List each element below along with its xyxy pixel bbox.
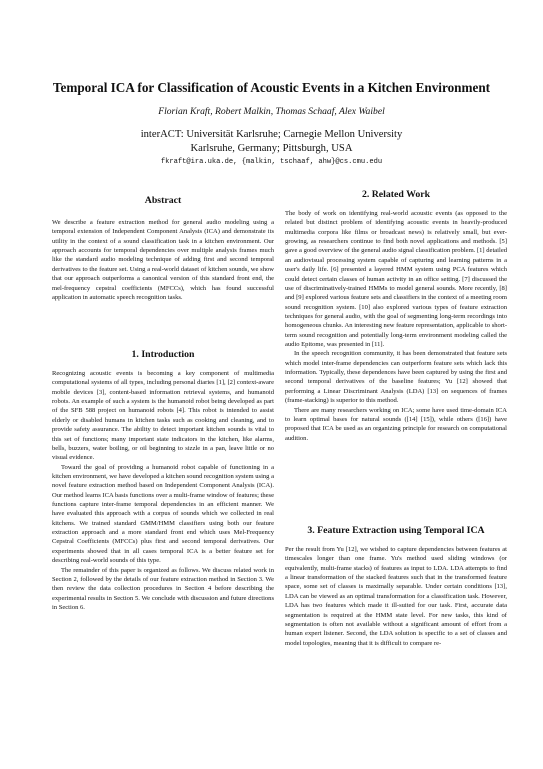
abstract-text: We describe a feature extraction method for general audio modeling using a temporal extension of Independent Component Analysis (ICA) and demonstrate its utility in the context of a sound classification task in a kitchen environment. Our approach accounts for temporal dependencies over multiple analysis frames much like the standard audio modeling technique of adding first and second temporal derivatives to the feature set. Using a real-world dataset of kitchen sounds, we show that our approach outperforms a canonical version of this standard front end, the mel-frequency cepstral coefficients (MFCCs), which has found successful application in automatic speech recognition tasks.: [52, 219, 274, 301]
related-work-heading: 2. Related Work: [361, 189, 431, 200]
introduction-body: [52, 369, 274, 612]
intro-paragraph: The remainder of this paper is organized as follows. We discuss related work in Section 2, followed by the details of our feature extraction method in Section 3. We then review the data collection procedures in Section 4 before describing the experimental results in Section 5. We conclude with discussion and future directions in Section 6.: [52, 566, 274, 611]
intro-paragraph: Recognizing acoustic events is becoming a key component of multimedia computational systems of all types, including personal diaries [1], [2] context-aware mobile devices [3], content-based information retrieval systems, and humanoid robots. An example of such a system is the humanoid robot being developed as part of the SFB 588 project on humanoid robots [4]. This robot is intended to assist elderly or disabled humans in kitchen tasks such as cooking and cleaning, and to provide safety assurance. The ability to detect important kitchen sounds is vital to this set of functions; many important state indicators in the kitchen, like alarms, bells, buzzers, water boiling, or oil beginning to sizzle in a pan, leave little or no visual evidence.: [52, 370, 274, 462]
affiliation: [20, 128, 523, 156]
abstract-heading: Abstract: [144, 195, 182, 206]
author-list: Florian Kraft, Robert Malkin, Thomas Schaaf, Alex Waibel: [158, 106, 385, 117]
related-work-paragraph: The body of work on identifying real-world acoustic events (as opposed to the related but distinct problem of identifying acoustic events in heavily-produced multimedia corpora like films or broadcast news) is relatively small, but ever-growing, as researchers continue to find both novel applications and methods. [5] gave a good overview of the general audio signal classification problem. [1] detailed an audiovisual processing system capable of capturing and learning patterns in a user's daily life. [6] presented a layered HMM system using PCA features which could detect certain classes of human activity in an office setting. [7] discussed the use of discriminatively-trained HMMs to model general sounds. More recently, [8] and [9] explored various feature sets and classifiers in the context of a meeting room sound recognition system. [10] also explored various types of feature extraction techniques for general audio, with the goal of segmenting long-term recordings into homogeneous chunks. An interesting new feature representation, applicable to short-term sound recognition and potentially long-term environment modeling called the audio Epitome, was presented in [11].: [285, 210, 507, 349]
affiliation-line-1: interACT: Universität Karlsruhe; Carnegie Mellon University: [140, 129, 403, 140]
abstract-body: [52, 218, 274, 302]
intro-paragraph: Toward the goal of providing a humanoid robot capable of functioning in a kitchen environment, we have developed a kitchen sound recognition system using a novel feature extraction method based on Independent Component Analysis (ICA). Our method learns ICA basis functions over a multi-frame window of features; these functions capture inter-frame temporal dependencies in an efficient manner. We have evaluated this approach with a corpus of sounds which we collected in real kitchens. We trained standard GMM/HMM classifiers using both our feature extraction approach and a more standard front end which uses Mel-Frequency Cepstral Coefficients (MFCCs) plus first and second temporal derivatives. Our experiments showed that in all cases temporal ICA is a better feature set for describing real-world sounds of this type.: [52, 463, 274, 565]
related-work-paragraph: There are many researchers working on ICA; some have used time-domain ICA to learn optimal bases for natural sounds ([14] [15]), while others ([16]) have proposed that ICA be used as an organizing principle for research on computational audition.: [285, 406, 507, 442]
paper-title: Temporal ICA for Classification of Acoustic Events in a Kitchen Environment: [52, 80, 491, 95]
feature-extraction-heading: 3. Feature Extraction using Temporal ICA: [307, 525, 485, 536]
affiliation-line-2: Karlsruhe, Germany; Pittsburgh, USA: [190, 143, 353, 154]
related-work-body: [285, 209, 507, 443]
author-emails: fkraft@ira.uka.de, {malkin, tschaaf, ahw}@cs.cmu.edu: [160, 158, 383, 166]
feature-extraction-paragraph: Per the result from Yu [12], we wished to capture dependencies between features at timescales longer than one frame. Yu's method used sliding windows (or equivalently, multi-frame stacks) of features as input to LDA. LDA attempts to find a linear transformation of the stacked features such that in the transformed feature space, some set of classes is maximally separable. Under certain conditions [13], LDA can be viewed as an optimal transformation for a classification task. However, LDA has two features which made it ill-suited for our task. First, accurate data segmentation is required at the HMM state level. For new tasks, this kind of segmentation is often not available without a significant amount of effort from a human expert listener. Second, the LDA solution is specific to a set of classes and model topologies, meaning that it is difficult to compare re-: [285, 546, 507, 647]
introduction-heading: 1. Introduction: [131, 349, 195, 360]
related-work-paragraph: In the speech recognition community, it has been demonstrated that feature sets which model inter-frame dependencies can outperform feature sets which lack this information. Typically, these dependences have been captured by using the first and second temporal derivatives of the baseline features; Yu [12] showed that performing a Linear Discriminant Analysis (LDA) [13] on sequences of frames (frame-stacking) is superior to this method.: [285, 350, 507, 405]
feature-extraction-body: [285, 545, 507, 648]
